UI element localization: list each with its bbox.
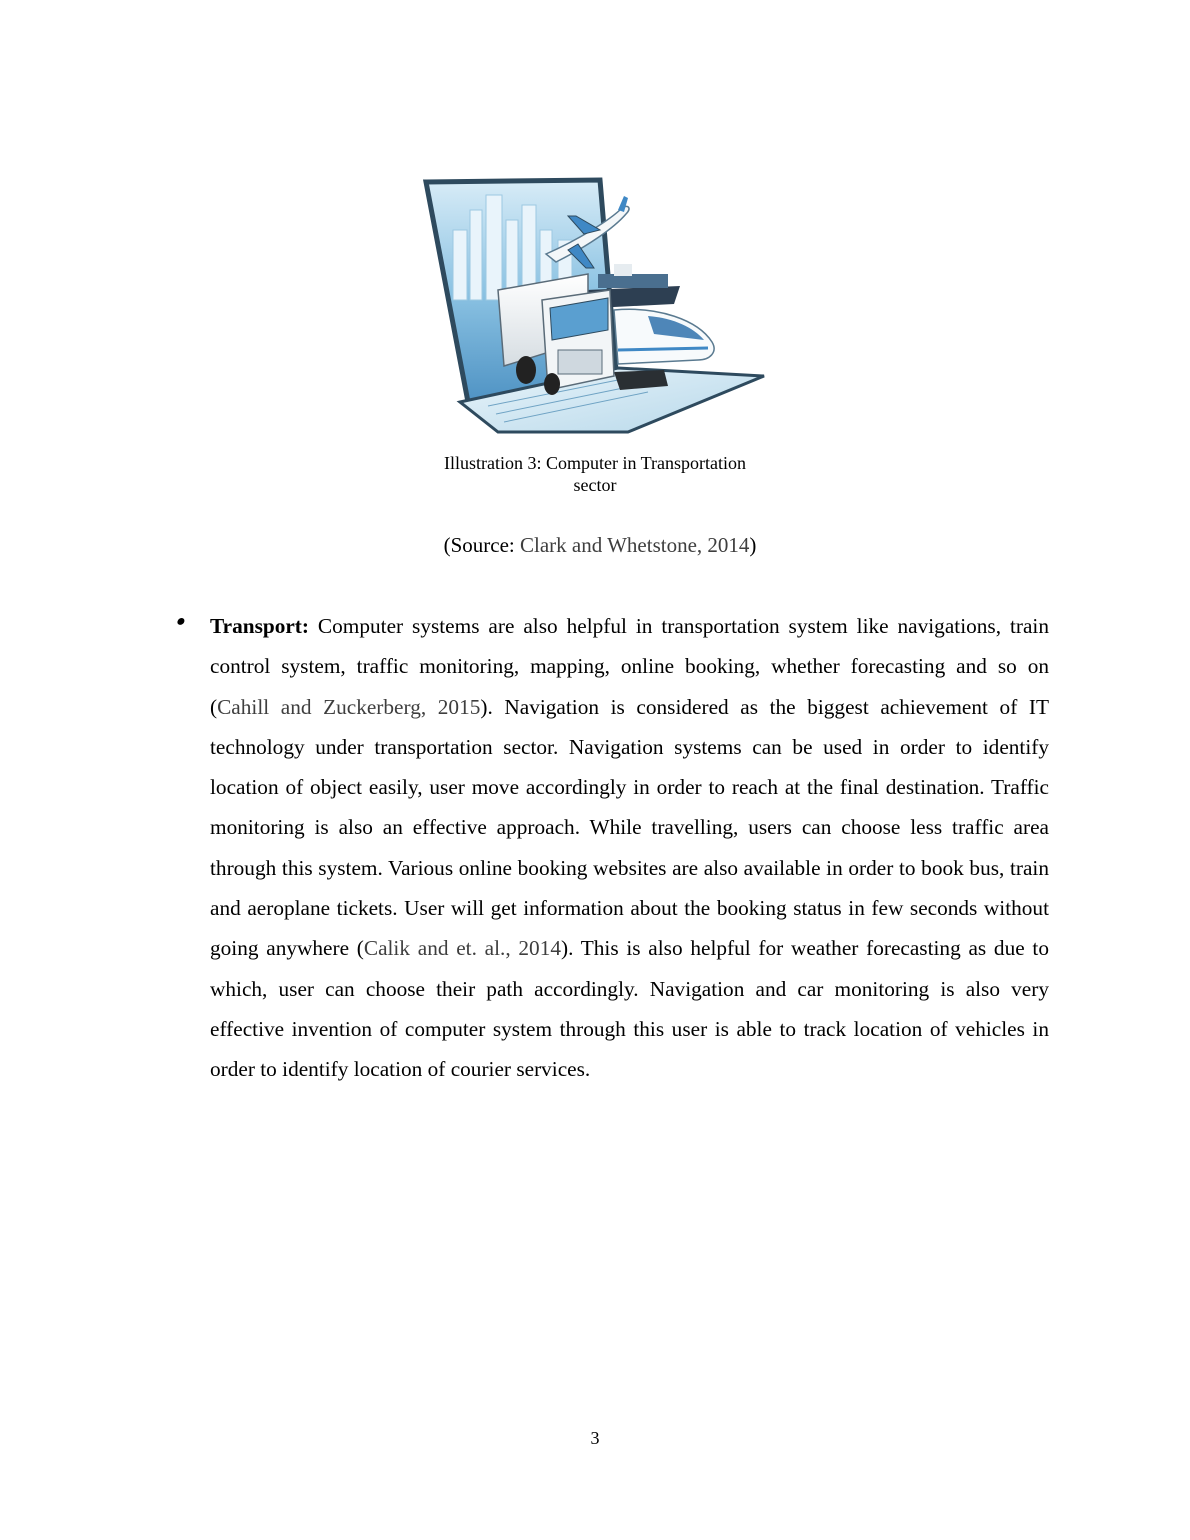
figure-caption <box>420 452 770 496</box>
bullet-text-part3: ). This is also helpful for weather forecasting as due to which, user can choose their path accordingly. Navigation and car monitoring is also very effective invention of computer system through this user is able to track location of vehicles in order to identify location of courier services. <box>210 936 1049 1082</box>
source-prefix: (Source: <box>443 533 520 557</box>
list-item-transport <box>174 606 1049 1090</box>
bullet-text-part2: ). Navigation is considered as the biggest achievement of IT technology under transportation sector. Navigation systems can be used in order to identify location of object easily, user move accordingly in order to reach at the final destination. Traffic monitoring is also an effective approach. While travelling, users can choose less traffic area through this system. Various online booking websites are also available in order to book bus, train and aeroplane tickets. User will get information about the booking status in few seconds without going anywhere ( <box>210 694 1049 961</box>
bullet-icon: ● <box>174 613 188 630</box>
bullet-citation-1: Cahill and Zuckerberg, 2015 <box>217 694 481 719</box>
figure-caption-line1: Illustration 3: Computer in Transportation <box>444 453 746 473</box>
source-citation: Clark and Whetstone, 2014 <box>520 533 750 557</box>
transportation-illustration <box>418 170 770 438</box>
figure-caption-line2: sector <box>573 475 617 495</box>
bullet-list <box>174 606 1049 1090</box>
bullet-citation-2: Calik and et. al., 2014 <box>363 936 561 961</box>
figure-source <box>300 531 900 559</box>
train-icon <box>614 309 714 364</box>
bullet-term: Transport: <box>210 614 309 638</box>
source-suffix: ) <box>749 533 757 557</box>
page-number: 3 <box>590 1428 600 1448</box>
bullet-text-part1: Computer systems are also helpful in transportation system like navigations, train control system, traffic monitoring, mapping, online booking, whether forecasting and so on ( <box>210 614 1049 719</box>
